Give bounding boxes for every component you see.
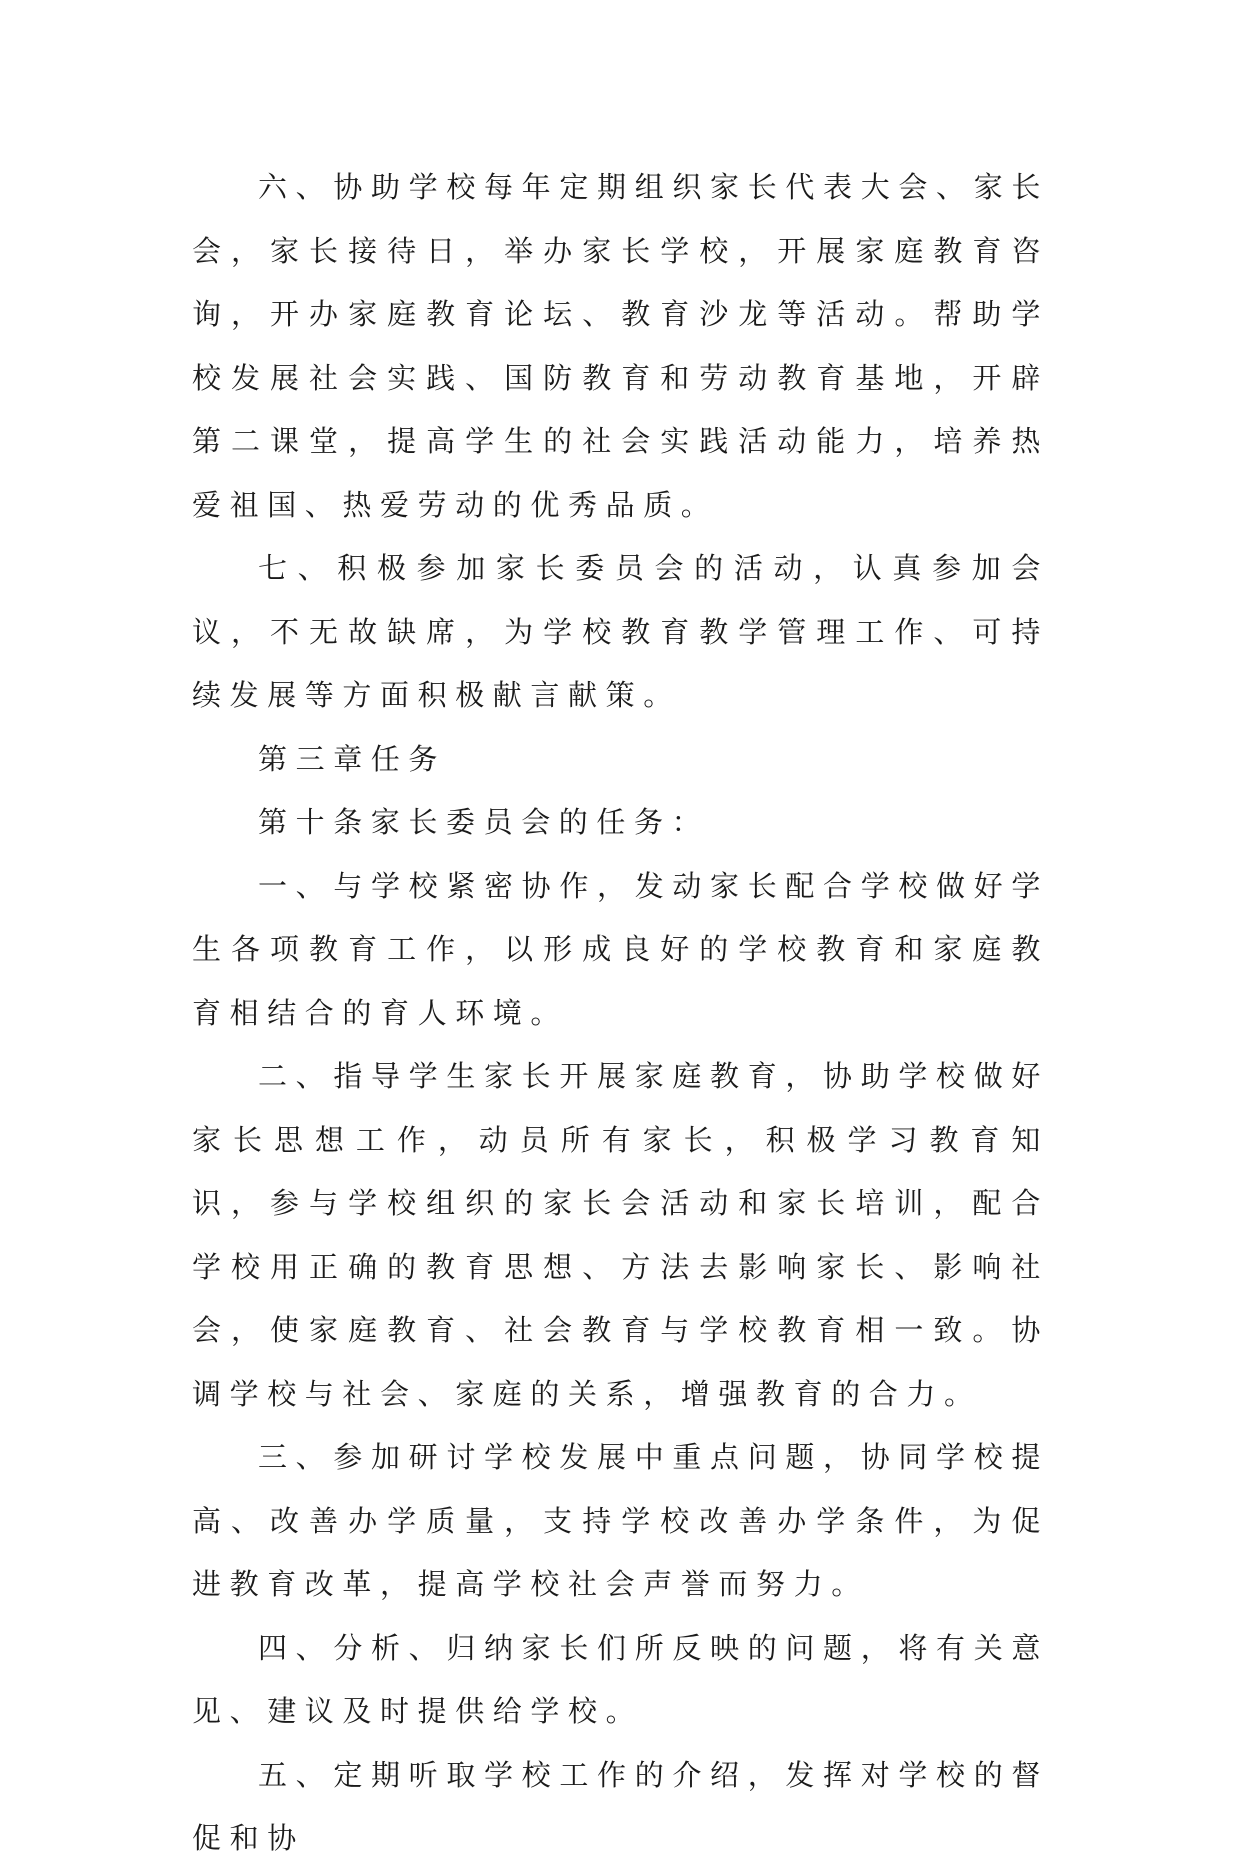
paragraph-item-7: 七、积极参加家长委员会的活动，认真参加会议，不无故缺席，为学校教育教学管理工作、可持续发展等方面积极献言献策。: [192, 551, 1049, 712]
task-item-5: 五、定期听取学校工作的介绍，发挥对学校的督促和协: [192, 1757, 1049, 1855]
chapter-heading: 第三章任务: [258, 741, 447, 776]
task-item-3: 三、参加研讨学校发展中重点问题，协同学校提高、改善办学质量，支持学校改善办学条件，为促进教育改革，提高学校社会声誉而努力。: [192, 1440, 1049, 1601]
task-item-4: 四、分析、归纳家长们所反映的问题，将有关意见、建议及时提供给学校。: [192, 1630, 1049, 1728]
task-item-1: 一、与学校紧密协作，发动家长配合学校做好学生各项教育工作，以形成良好的学校教育和家庭教育相结合的育人环境。: [192, 868, 1049, 1030]
task-item-2: 二、指导学生家长开展家庭教育，协助学校做好家长思想工作，动员所有家长，积极学习教育知识，参与学校组织的家长会活动和家长培训，配合学校用正确的教育思想、方法去影响家长、影响社会，使家庭教育、社会教育与学校教育相一致。协调学校与社会、家庭的关系，增强教育的合力。: [192, 1059, 1049, 1411]
paragraph-item-6: 六、协助学校每年定期组织家长代表大会、家长会，家长接待日，举办家长学校，开展家庭教育咨询，开办家庭教育论坛、教育沙龙等活动。帮助学校发展社会实践、国防教育和劳动教育基地，开辟第二课堂，提高学生的社会实践活动能力，培养热爱祖国、热爱劳动的优秀品质。: [192, 170, 1049, 522]
document-page: [192, 156, 1049, 1871]
article-heading: 第十条家长委员会的任务：: [258, 805, 710, 839]
